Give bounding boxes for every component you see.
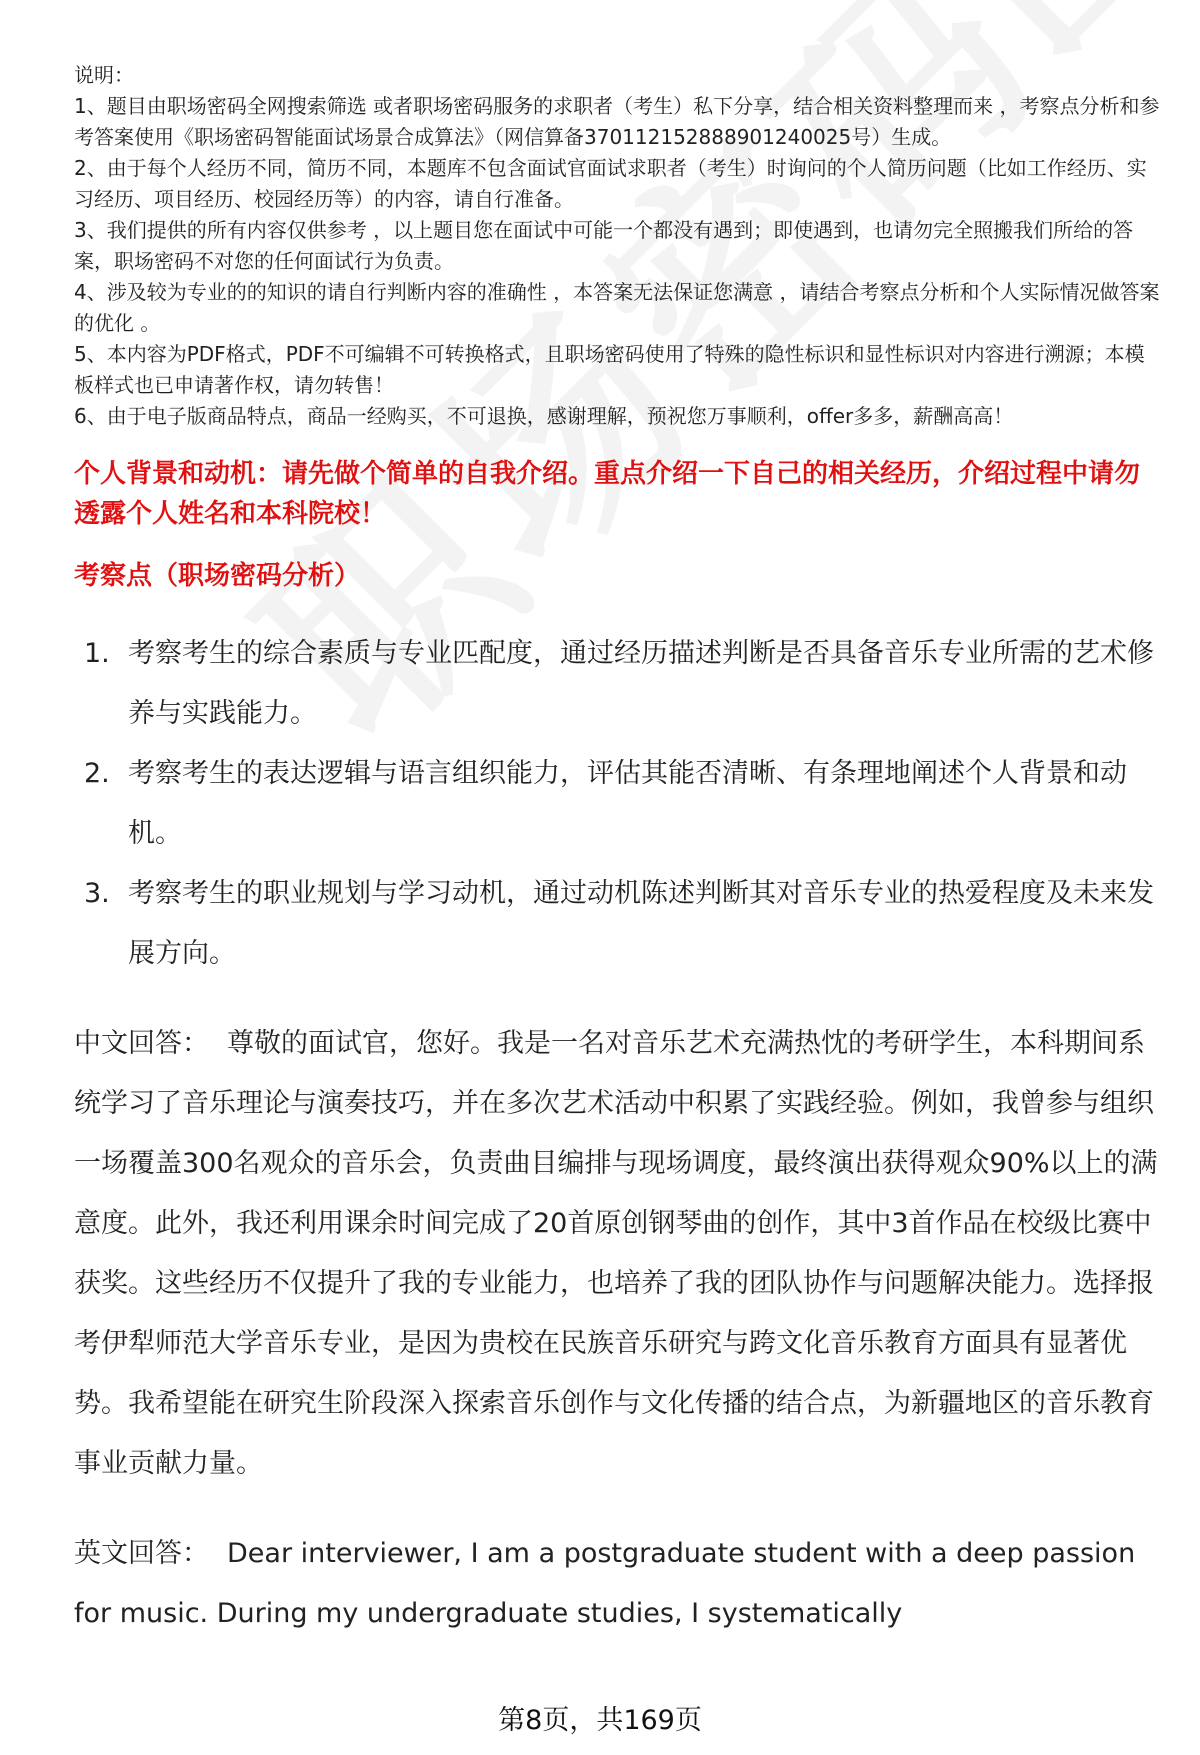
point-text: 考察考生的综合素质与专业匹配度，通过经历描述判断是否具备音乐专业所需的艺术修养与实践能力。: [128, 638, 1154, 729]
analysis-points: [74, 624, 1160, 984]
point-number: 1.: [84, 638, 110, 669]
chinese-answer-text: 尊敬的面试官，您好。我是一名对音乐艺术充满热忱的考研学生，本科期间系统学习了音乐理论与演奏技巧，并在多次艺术活动中积累了实践经验。例如，我曾参与组织一场覆盖300名观众的音乐会，负责曲目编排与现场调度，最终演出获得观众90%以上的满意度。此外，我还利用课余时间完成了20首原创钢琴曲的创作，其中3首作品在校级比赛中获奖。这些经历不仅提升了我的专业能力，也培养了我的团队协作与问题解决能力。选择报考伊犁师范大学音乐专业，是因为贵校在民族音乐研究与跨文化音乐教育方面具有显著优势。我希望能在研究生阶段深入探索音乐创作与文化传播的结合点，为新疆地区的音乐教育事业贡献力量。: [74, 1028, 1158, 1479]
analysis-title: 考察点（职场密码分析）: [74, 561, 361, 591]
point-number: 3.: [84, 878, 110, 909]
note-item: 2、由于每个人经历不同，简历不同，本题库不包含面试官面试求职者（考生）时询问的个人简历问题（比如工作经历、实习经历、项目经历、校园经历等）的内容，请自行准备。: [74, 156, 1147, 211]
chinese-answer: [74, 1014, 1160, 1494]
analysis-point: [74, 744, 1160, 864]
document-page: [74, 60, 1160, 1644]
question-heading: 个人背景和动机：请先做个简单的自我介绍。重点介绍一下自己的相关经历，介绍过程中请勿透露个人姓名和本科院校！: [74, 459, 1141, 529]
analysis-point: [74, 864, 1160, 984]
english-answer-label: 英文回答：: [74, 1538, 209, 1569]
note-item: 6、由于电子版商品特点，商品一经购买，不可退换，感谢理解，预祝您万事顺利，offer多多，薪酬高高！: [74, 404, 1014, 428]
notes-section: [74, 60, 1160, 432]
note-item: 5、本内容为PDF格式，PDF不可编辑不可转换格式，且职场密码使用了特殊的隐性标识和显性标识对内容进行溯源；本模板样式也已申请著作权，请勿转售！: [74, 342, 1145, 397]
english-answer: [74, 1524, 1160, 1644]
analysis-point: [74, 624, 1160, 744]
point-number: 2.: [84, 758, 110, 789]
note-item: 3、我们提供的所有内容仅供参考 ，以上题目您在面试中可能一个都没有遇到；即使遇到，也请勿完全照搬我们所给的答案，职场密码不对您的任何面试行为负责。: [74, 218, 1134, 273]
note-item: 1、题目由职场密码全网搜索筛选 或者职场密码服务的求职者（考生）私下分享，结合相关资料整理而来 ，考察点分析和参考答案使用《职场密码智能面试场景合成算法》（网信算备370112152888901240025号）生成。: [74, 94, 1160, 149]
point-text: 考察考生的职业规划与学习动机，通过动机陈述判断其对音乐专业的热爱程度及未来发展方向。: [128, 878, 1154, 969]
english-answer-text: Dear interviewer, I am a postgraduate student with a deep passion for music. During my undergraduate studies, I systematically: [74, 1538, 1136, 1629]
page-number: 第8页，共169页: [498, 1705, 702, 1736]
point-text: 考察考生的表达逻辑与语言组织能力，评估其能否清晰、有条理地阐述个人背景和动机。: [128, 758, 1127, 849]
notes-list: [74, 91, 1160, 432]
notes-heading: 说明：: [74, 63, 134, 87]
note-item: 4、涉及较为专业的的知识的请自行判断内容的准确性 ，本答案无法保证您满意 ，请结合考察点分析和个人实际情况做答案的优化 。: [74, 280, 1160, 335]
chinese-answer-label: 中文回答：: [74, 1028, 209, 1059]
